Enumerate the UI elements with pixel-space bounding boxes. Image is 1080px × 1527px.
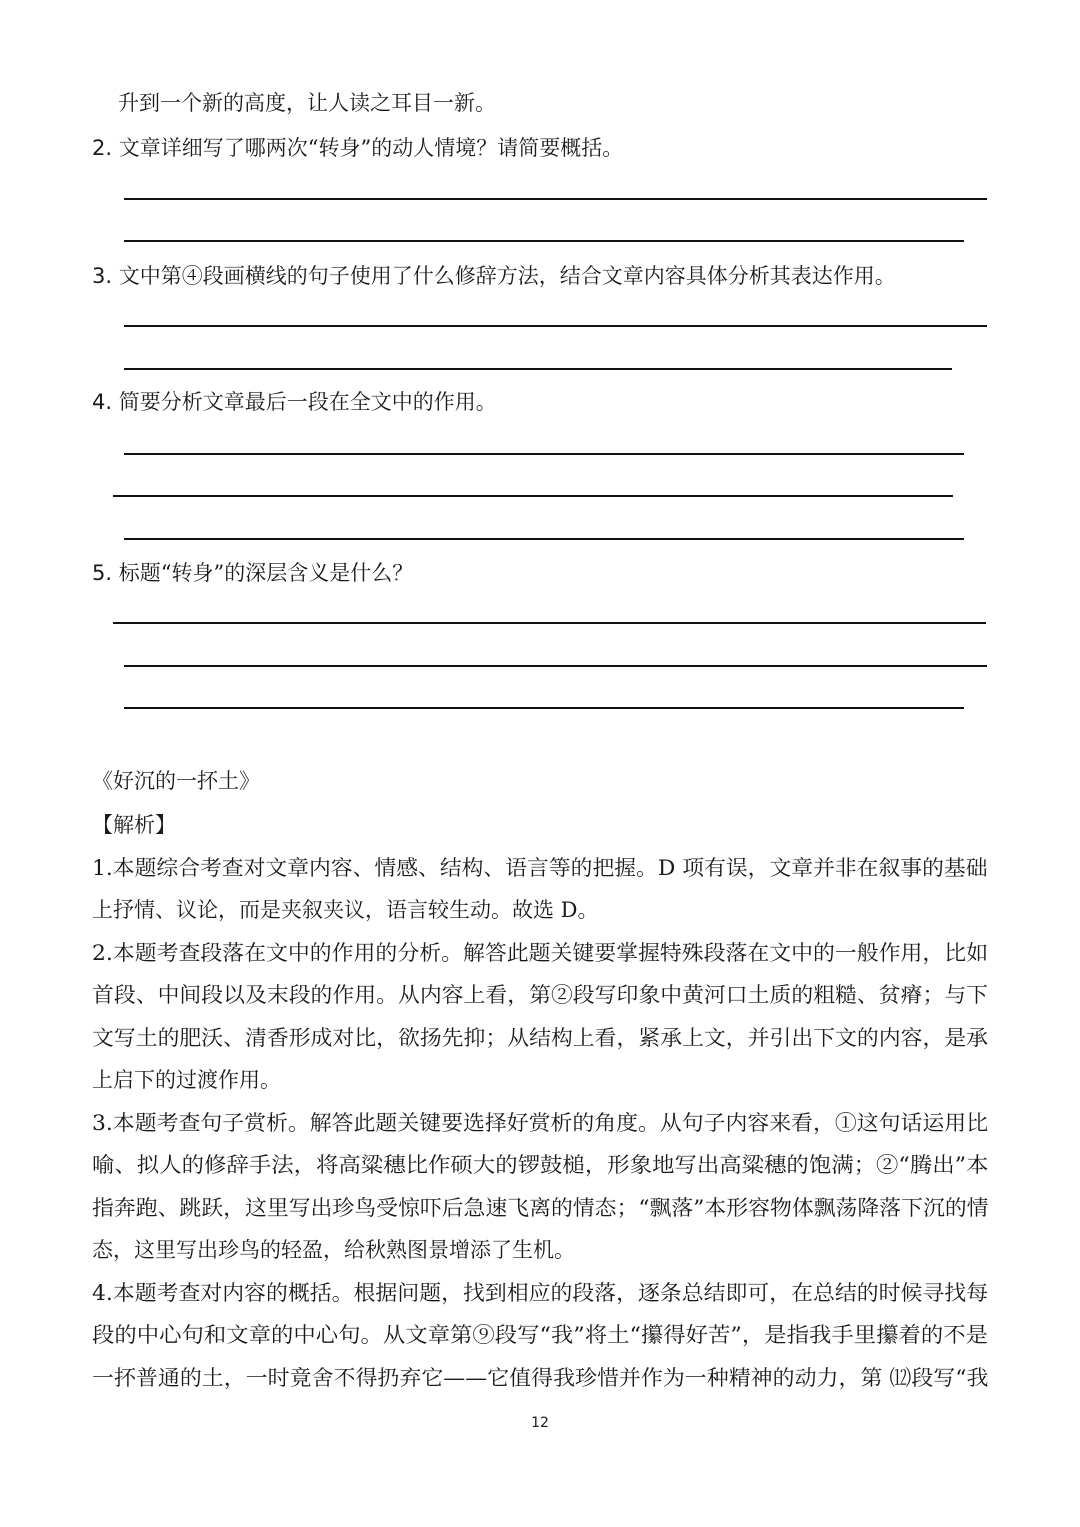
answer-line [124, 538, 964, 540]
question-text: 文章详细写了哪两次“转身”的动人情境？请简要概括。 [118, 136, 624, 160]
analysis-line: 文写土的肥沃、清香形成对比，欲扬先抑；从结构上看，紧承上文，并引出下文的内容，是承 [92, 1026, 989, 1050]
question-number: 4. [92, 390, 113, 414]
analysis-line: 首段、中间段以及末段的作用。从内容上看，第②段写印象中黄河口土质的粗糙、贫瘠；与下 [92, 983, 989, 1007]
question-3 [92, 261, 896, 291]
answer-line [113, 495, 953, 497]
analysis-line: 上抒情、议论，而是夹叙夹议，语言较生动。故选 D。 [92, 898, 599, 922]
answer-line [113, 622, 986, 624]
answer-line [124, 198, 987, 200]
answer-line [124, 707, 964, 709]
answer-line [124, 453, 964, 455]
question-5 [92, 558, 413, 588]
analysis-line: 2.本题考查段落在文中的作用的分析。解答此题关键要掌握特殊段落在文中的一般作用，比如 [92, 941, 989, 965]
analysis-line: 1.本题综合考查对文章内容、情感、结构、语言等的把握。D 项有误，文章并非在叙事的基础 [92, 856, 988, 880]
answer-line [124, 325, 987, 327]
question-text: 简要分析文章最后一段在全文中的作用。 [118, 390, 497, 414]
analysis-line: 态，这里写出珍鸟的轻盈，给秋熟图景增添了生机。 [92, 1238, 575, 1262]
analysis-line: 指奔跑、跳跃，这里写出珍鸟受惊吓后急速飞离的情态；“飘落”本形容物体飘荡降落下沉的情 [92, 1196, 989, 1220]
answer-line [124, 240, 964, 242]
analysis-line: 一抔普通的土，一时竟舍不得扔弃它——它值得我珍惜并作为一种精神的动力，第 ⑿段写“我 [92, 1366, 989, 1390]
section-title: 《好沉的一抔土》 [92, 769, 260, 793]
question-number: 5. [92, 561, 113, 585]
answer-line [124, 665, 987, 667]
analysis-line: 段的中心句和文章的中心句。从文章第⑨段写“我”将土“攥得好苦”，是指我手里攥着的不是 [92, 1323, 988, 1347]
analysis-line: 3.本题考查句子赏析。解答此题关键要选择好赏析的角度。从句子内容来看，①这句话运用比 [92, 1111, 989, 1135]
question-2 [92, 133, 623, 163]
carryover-line: 升到一个新的高度，让人读之耳目一新。 [118, 91, 496, 115]
analysis-line: 上启下的过渡作用。 [92, 1068, 281, 1092]
question-number: 3. [92, 264, 113, 288]
question-4 [92, 387, 497, 417]
question-text: 文中第④段画横线的句子使用了什么修辞方法，结合文章内容具体分析其表达作用。 [118, 264, 896, 288]
analysis-line: 喻、拟人的修辞手法，将高粱穗比作硕大的锣鼓槌，形象地写出高粱穗的饱满；②“腾出”本 [92, 1153, 989, 1177]
page-number: 12 [531, 1415, 549, 1431]
answer-line [124, 368, 952, 370]
analysis-heading: 【解析】 [92, 813, 176, 837]
analysis-line: 4.本题考查对内容的概括。根据问题，找到相应的段落，逐条总结即可，在总结的时候寻找每 [92, 1281, 989, 1305]
question-text: 标题“转身”的深层含义是什么？ [118, 561, 414, 585]
question-number: 2. [92, 136, 113, 160]
